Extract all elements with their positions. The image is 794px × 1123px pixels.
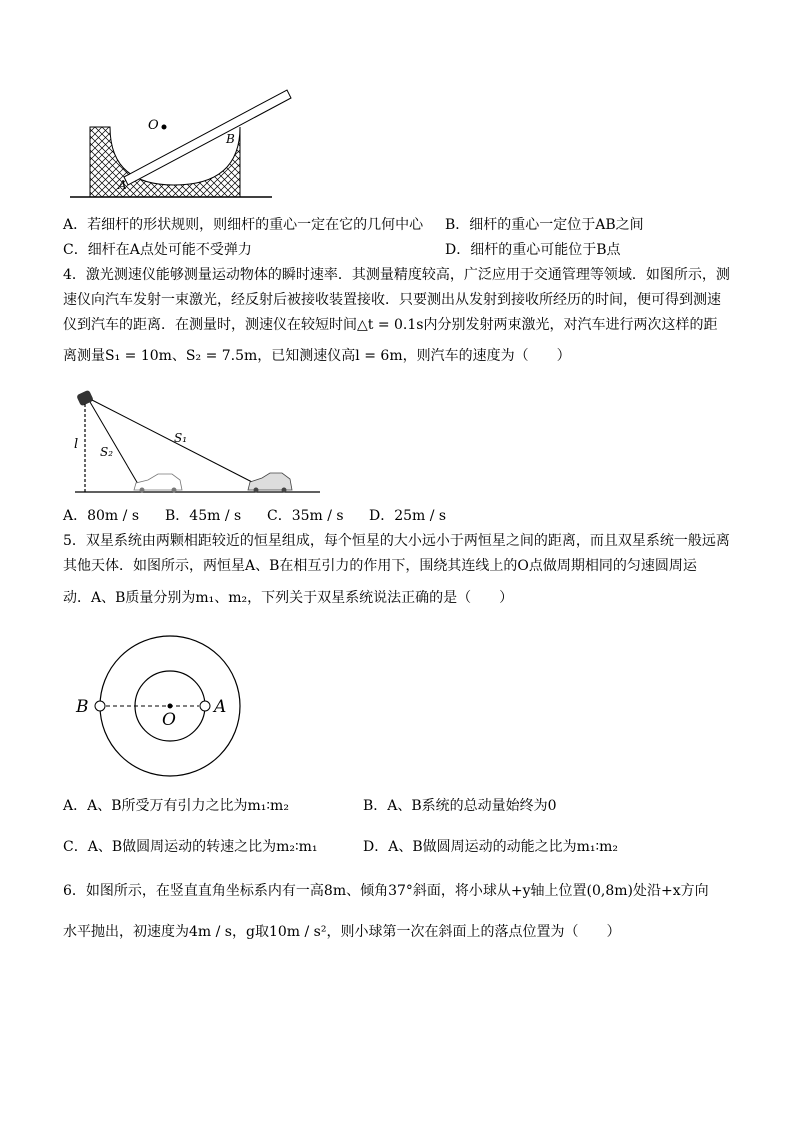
q4-line-4: 离测量S₁ = 10m、S₂ = 7.5m，已知测速仪高l = 6m，则汽车的速度为（ ） — [63, 348, 571, 364]
q5-option-c: C．A、B做圆周运动的转速之比为m₂∶m₁ — [63, 839, 318, 855]
q3-option-a: A．若细杆的形状规则，则细杆的重心一定在它的几何中心 — [63, 217, 424, 233]
laser-speed-figure — [70, 388, 330, 498]
label-b: B — [226, 132, 235, 146]
q4-line-3: 仪到汽车的距离．在测量时，测速仪在较短时间△t = 0.1s内分别发射两束激光，对汽车进行两次这样的距 — [63, 317, 718, 333]
q4-option-b: B．45m / s — [165, 508, 242, 524]
q5-line-1: 5．双星系统由两颗相距较近的恒星组成，每个恒星的大小远小于两恒星之间的距离，而且双星系统一般远离 — [63, 533, 730, 549]
center-o — [168, 704, 173, 709]
label-o: O — [148, 118, 159, 133]
star-a — [200, 701, 210, 711]
q5-option-b: B．A、B系统的总动量始终为0 — [363, 798, 557, 814]
car-near — [134, 474, 182, 490]
label-a: A — [118, 178, 127, 192]
beam-s1 — [92, 400, 252, 482]
label-o: O — [162, 710, 176, 730]
q3-option-d: D．细杆的重心可能位于B点 — [445, 242, 621, 258]
q5-line-2: 其他天体．如图所示，两恒星A、B在相互引力的作用下，围绕其连线上的O点做周期相同的匀速圆周运 — [63, 558, 697, 574]
q4-option-c: C．35m / s — [267, 508, 344, 524]
label-s2: S₂ — [100, 445, 114, 459]
q4-line-2: 速仪向汽车发射一束激光，经反射后被接收装置接收．只要测出从发射到接收所经历的时间，便可得到测速 — [63, 292, 721, 308]
rod-in-bowl-figure — [60, 85, 300, 205]
star-b — [95, 701, 105, 711]
q6-line-2: 水平抛出，初速度为4m / s，g取10m / s²，则小球第一次在斜面上的落点位置为（ ） — [63, 924, 621, 940]
q6-line-1: 6．如图所示，在竖直直角坐标系内有一高8m、倾角37°斜面，将小球从+y轴上位置(0,8m)处沿+x方向 — [63, 883, 709, 899]
beam-s2 — [90, 402, 138, 484]
binary-star-figure — [70, 630, 250, 785]
q5-option-d: D．A、B做圆周运动的动能之比为m₁∶m₂ — [363, 839, 619, 855]
car-far — [248, 473, 292, 490]
label-l: l — [74, 437, 79, 452]
q5-line-3: 动．A、B质量分别为m₁、m₂，下列关于双星系统说法正确的是（ ） — [63, 590, 514, 606]
q4-option-a: A．80m / s — [63, 508, 140, 524]
q4-option-d: D．25m / s — [369, 508, 447, 524]
q3-option-b: B．细杆的重心一定位于AB之间 — [445, 217, 644, 233]
thin-rod — [124, 90, 291, 185]
center-point — [162, 125, 167, 130]
q3-option-c: C．细杆在A点处可能不受弹力 — [63, 242, 252, 258]
label-a: A — [214, 697, 227, 717]
label-s1: S₁ — [174, 431, 188, 445]
q5-option-a: A．A、B所受万有引力之比为m₁∶m₂ — [63, 798, 289, 814]
label-b: B — [76, 697, 89, 717]
q4-line-1: 4．激光测速仪能够测量运动物体的瞬时速率．其测量精度较高，广泛应用于交通管理等领域．如图所示，测 — [63, 267, 730, 283]
